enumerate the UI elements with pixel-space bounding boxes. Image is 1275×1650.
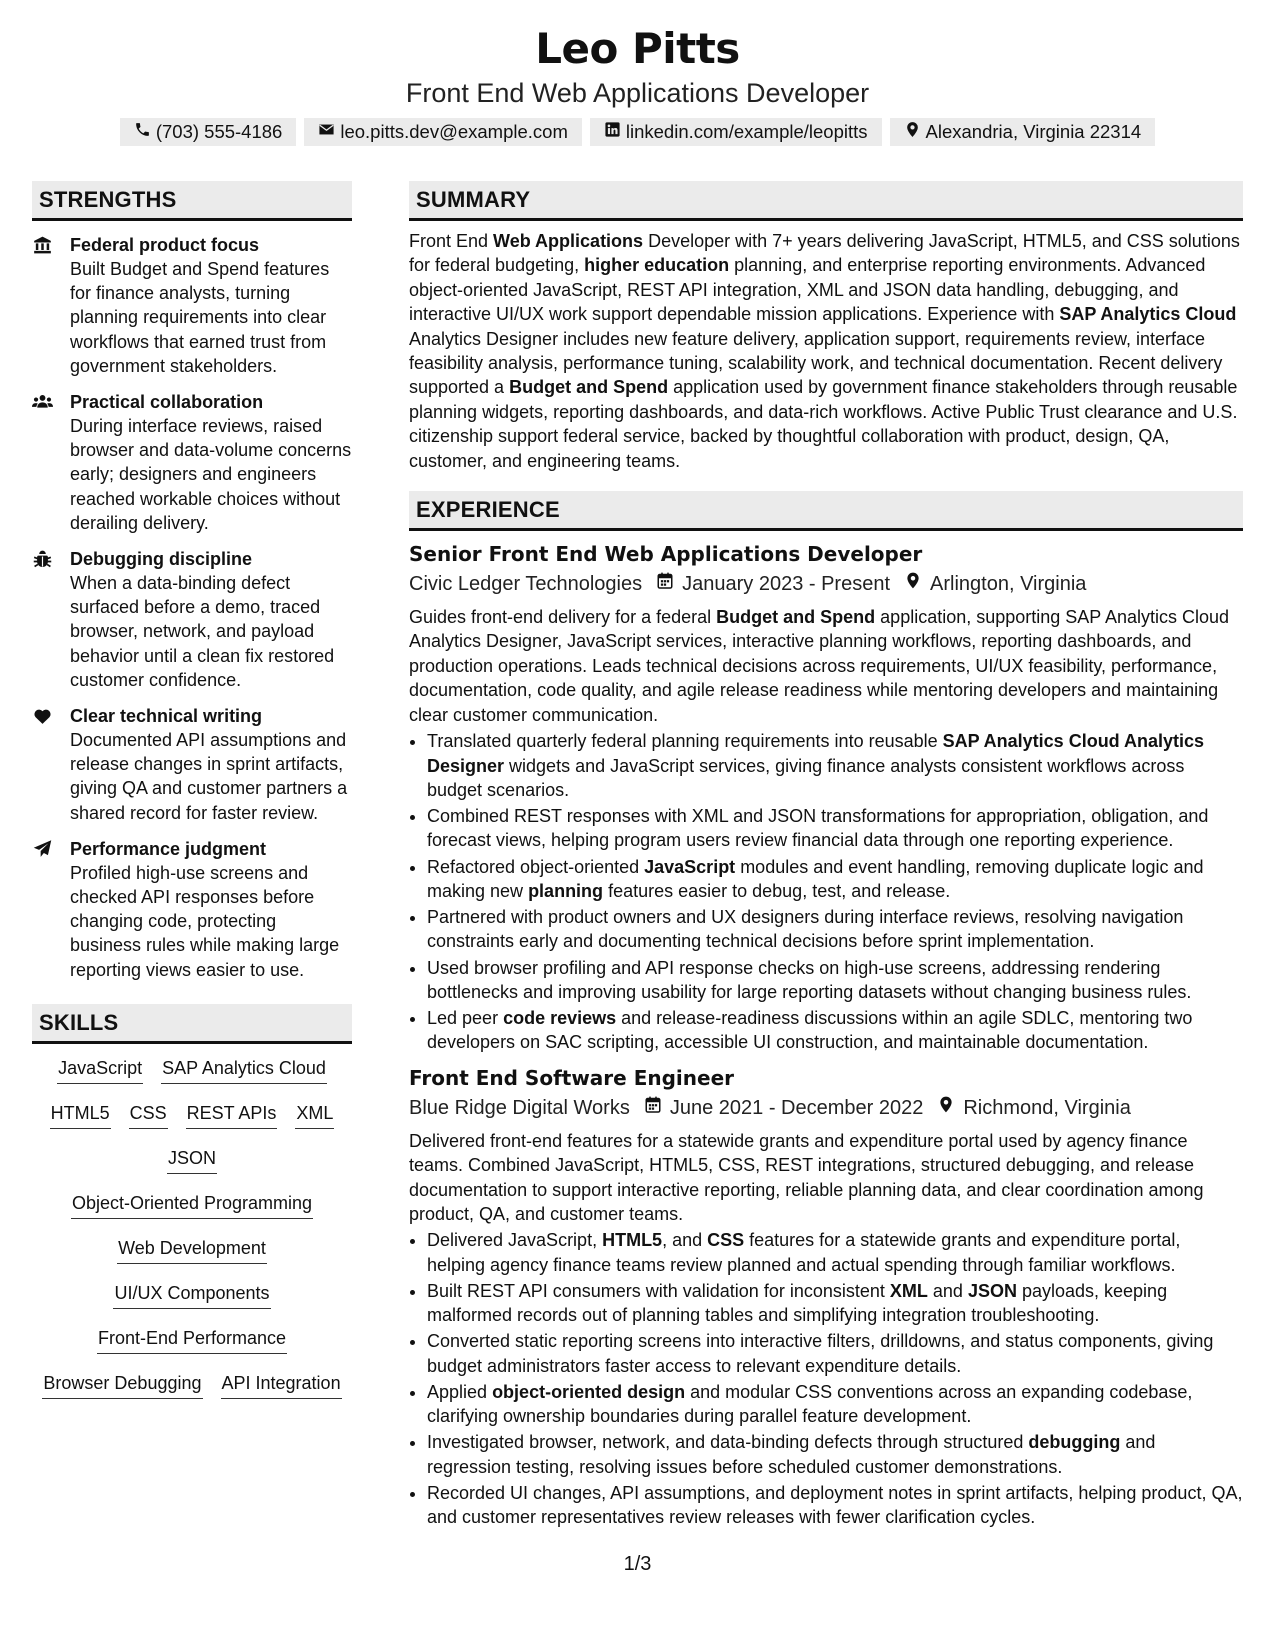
skills-list [32,1056,352,1416]
bold-text: higher education [584,255,730,276]
text-run: Partnered with product owners and UX designers during interface reviews, resolving navigation constraints early and documenting technical decisions before sprint implementation. [427,907,1184,952]
resume-header [0,0,1275,146]
skill-tag: CSS [129,1101,168,1129]
strength-title: Federal product focus [70,235,260,255]
text-run: and [927,1280,968,1301]
map-pin-icon [923,1094,963,1122]
strength-title: Practical collaboration [70,392,264,413]
text-run: Used browser profiling and API response checks on high-use screens, addressing rendering bottlenecks and improving usability for large reporting datasets without changing business rules. [427,957,1192,1002]
skill-row [32,1236,352,1281]
bold-text: debugging [1028,1432,1121,1453]
bold-text: JavaScript [644,856,736,877]
phone-icon [134,121,151,143]
skill-tag: UI/UX Components [113,1281,270,1309]
text-run: and release-readiness discussions within an agile SDLC, mentoring two developers on SAC scripting, accessible UI construction, and maintainable documentation. [427,1008,1193,1053]
text-run: Built REST API consumers with validation for inconsistent [427,1280,890,1301]
strength-desc: During interface reviews, raised browser and data-volume concerns early; designers and engineers reached workable choices without derailing delivery. [70,416,352,533]
achievement-item [427,1430,1243,1479]
text-run: Investigated browser, network, and data-binding defects through structured [427,1432,1029,1453]
text-run: application used by government finance stakeholders through reusable planning widgets, reporting dashboards, and data-rich workflows. Active Public Trust clearance and U.S. citizenship support federal service, backed by thoughtful collaboration with product, design, QA, customer, and engineering teams. [409,377,1238,471]
strength-desc: Profiled high-use screens and checked API responses before changing code, protecting business rules while making large reporting views easier to use. [70,862,340,980]
summary-heading: SUMMARY [409,181,1243,221]
text-run: widgets and JavaScript services, giving finance analysts consistent workflows across budget scenarios. [427,755,1185,800]
text-run: planning, and enterprise reporting environments. Advanced object-oriented JavaScript, REST API integration, XML and JSON data handling, debugging, and interactive UI/UX work support dependable mission applications. Experience with [409,255,1206,325]
job-meta [409,570,1243,598]
calendar-icon [642,570,682,598]
landmark-icon [32,233,70,378]
bold-text: XML [889,1280,928,1301]
skill-row [32,1191,352,1236]
job-dates: January 2023 - Present [682,573,891,596]
contact-phone[interactable] [120,118,297,146]
strength-item [32,390,352,535]
contact-linkedin-text: linkedin.com/example/leopitts [625,121,868,142]
company-name: Civic Ledger Technologies [409,573,643,596]
strength-desc: Built Budget and Spend features for finance analysts, turning planning requirements into clear workflows that earned trust from government stakeholders. [70,259,330,376]
text-run: and modular CSS conventions across an expanding codebase, clarifying ownership boundaries during parallel feature development. [427,1381,1193,1427]
text-run: and regression testing, resolving issues before scheduled customer demonstrations. [427,1432,1156,1477]
strength-item [32,837,352,982]
right-column [409,181,1243,1531]
text-run: Delivered JavaScript, [427,1230,603,1251]
bug-icon [32,547,70,692]
skill-tag: SAP Analytics Cloud [161,1056,327,1084]
strength-item [32,233,352,378]
job-description [409,605,1243,727]
heart-icon [32,704,70,825]
contact-linkedin[interactable] [590,118,882,146]
left-column [32,181,352,1416]
job-description [409,1129,1243,1227]
bold-text: Budget and Spend [509,377,669,398]
calendar-icon [630,1094,670,1122]
achievement-item [427,804,1243,853]
achievement-item [427,729,1243,802]
strength-desc: When a data-binding defect surfaced before a demo, traced browser, network, and payload behavior until a clean fix restored customer confidence. [70,573,335,690]
bold-text: SAP Analytics Cloud [1059,304,1237,325]
text-run: Guides front-end delivery for a federal [409,607,717,628]
bold-text: CSS [707,1230,745,1251]
company-name: Blue Ridge Digital Works [409,1096,630,1119]
job-location: Arlington, Virginia [930,573,1087,596]
summary-text [409,229,1243,473]
job-title: Front End Software Engineer [409,1065,734,1090]
users-icon [32,390,70,535]
skill-row [32,1281,352,1326]
achievement-item [427,1006,1243,1055]
bold-text: planning [528,880,604,901]
text-run: application, supporting SAP Analytics Cloud Analytics Designer, JavaScript services, interactive planning workflows, reporting dashboards, and production operations. Leads technical decisions across requirements, UI/UX feasibility, performance, documentation, code quality, and agile release readiness while mentoring developers and maintaining clear customer communication. [409,607,1230,725]
text-run: Refactored object-oriented [427,856,645,877]
text-run: payloads, keeping malformed records out of planning tables and simplifying integration troubleshooting. [427,1280,1168,1326]
text-run: features easier to debug, test, and release. [603,880,951,901]
text-run: Converted static reporting screens into interactive filters, drilldowns, and status components, giving budget administrators faster access to relevant expenditure details. [427,1331,1214,1376]
contact-email-text: leo.pitts.dev@example.com [340,121,568,142]
candidate-name: Leo Pitts [535,24,740,73]
experience-heading: EXPERIENCE [409,491,1243,531]
envelope-icon [318,121,335,143]
skill-tag: Front-End Performance [97,1326,287,1354]
text-run: , and [662,1230,708,1251]
skill-row [32,1101,352,1146]
achievement-item [427,1481,1243,1530]
candidate-title: Front End Web Applications Developer [405,78,870,108]
text-run: features for a statewide grants and expenditure portal, helping agency finance teams review planned and actual spending through familiar workflows. [427,1230,1181,1275]
strength-title: Debugging discipline [70,549,253,570]
contact-location[interactable] [890,118,1156,146]
text-run: Front End [409,231,494,251]
achievement-item [427,956,1243,1005]
linkedin-icon [604,121,621,143]
job-entry [409,1065,1243,1530]
achievement-item [427,1228,1243,1277]
page-number: 1/3 [623,1553,652,1575]
skill-tag: HTML5 [50,1101,111,1129]
skill-tag: JavaScript [57,1056,143,1084]
job-title: Senior Front End Web Applications Developer [409,542,923,567]
achievement-list [409,1228,1243,1529]
achievement-list [409,729,1243,1055]
strength-desc: Documented API assumptions and release changes in sprint artifacts, giving QA and customer partners a shared record for faster review. [70,730,348,823]
text-run: modules and event handling, removing duplicate logic and making new [427,856,1204,901]
paper-plane-icon [32,837,70,982]
contact-location-text: Alexandria, Virginia 22314 [925,121,1142,142]
text-run: Developer with 7+ years delivering JavaScript, HTML5, and CSS solutions for federal budgeting, [409,231,1240,276]
text-run: Recorded UI changes, API assumptions, and deployment notes in sprint artifacts, helping product, QA, and customer representatives review releases with fewer clarification cycles. [427,1482,1243,1528]
achievement-item [427,855,1243,904]
text-run: Led peer [427,1008,504,1028]
text-run: Combined REST responses with XML and JSON transformations for appropriation, obligation, and forecast views, helping program users review financial data through one reporting experience. [427,806,1209,851]
text-run: Analytics Designer includes new feature delivery, application support, requirements review, interface feasibility analysis, performance tuning, scalability work, and technical documentation. Recent delivery supported a [409,328,1223,398]
bold-text: SAP Analytics Cloud Analytics Designer [427,731,1205,776]
skill-tag: Object-Oriented Programming [71,1191,313,1219]
strength-item [32,547,352,692]
skill-row [32,1371,352,1416]
skill-tag: Web Development [117,1236,267,1264]
strength-title: Clear technical writing [70,706,263,727]
strengths-heading: STRENGTHS [32,181,352,221]
skill-tag: Browser Debugging [42,1371,202,1399]
achievement-item [427,905,1243,954]
bold-text: JSON [967,1280,1017,1301]
text-run: Delivered front-end features for a statewide grants and expenditure portal used by agency finance teams. Combined JavaScript, HTML5, CSS, REST integrations, structured debugging, and release documentation to support interactive reporting, reliable planning data, and clear coordination among product, QA, and customer teams. [409,1130,1204,1225]
achievement-item [427,1380,1243,1429]
skill-row [32,1056,352,1101]
skill-row [32,1326,352,1371]
strength-item [32,704,352,825]
experience-list [409,541,1243,1530]
achievement-item [427,1279,1243,1328]
strength-title: Performance judgment [70,838,267,859]
skill-tag: JSON [167,1146,217,1174]
job-location: Richmond, Virginia [963,1096,1131,1119]
skill-row [32,1146,352,1191]
bold-text: Budget and Spend [716,607,876,628]
job-meta [409,1094,1243,1122]
skill-tag: API Integration [221,1371,342,1399]
map-pin-icon [904,121,921,143]
bold-text: HTML5 [602,1230,663,1251]
contact-phone-text: (703) 555-4186 [155,121,283,142]
achievement-item [427,1329,1243,1378]
job-dates: June 2021 - December 2022 [669,1096,924,1119]
text-run: Applied [427,1381,493,1402]
map-pin-icon [890,570,930,598]
job-entry [409,541,1243,1055]
bold-text: object-oriented design [492,1381,686,1402]
contact-bar [0,118,1275,146]
bold-text: Web Applications [493,231,644,251]
skill-tag: REST APIs [186,1101,278,1129]
bold-text: code reviews [503,1008,617,1028]
contact-email[interactable] [304,118,582,146]
skill-tag: XML [295,1101,334,1129]
text-run: Translated quarterly federal planning requirements into reusable [427,731,943,752]
skills-heading: SKILLS [32,1004,352,1044]
